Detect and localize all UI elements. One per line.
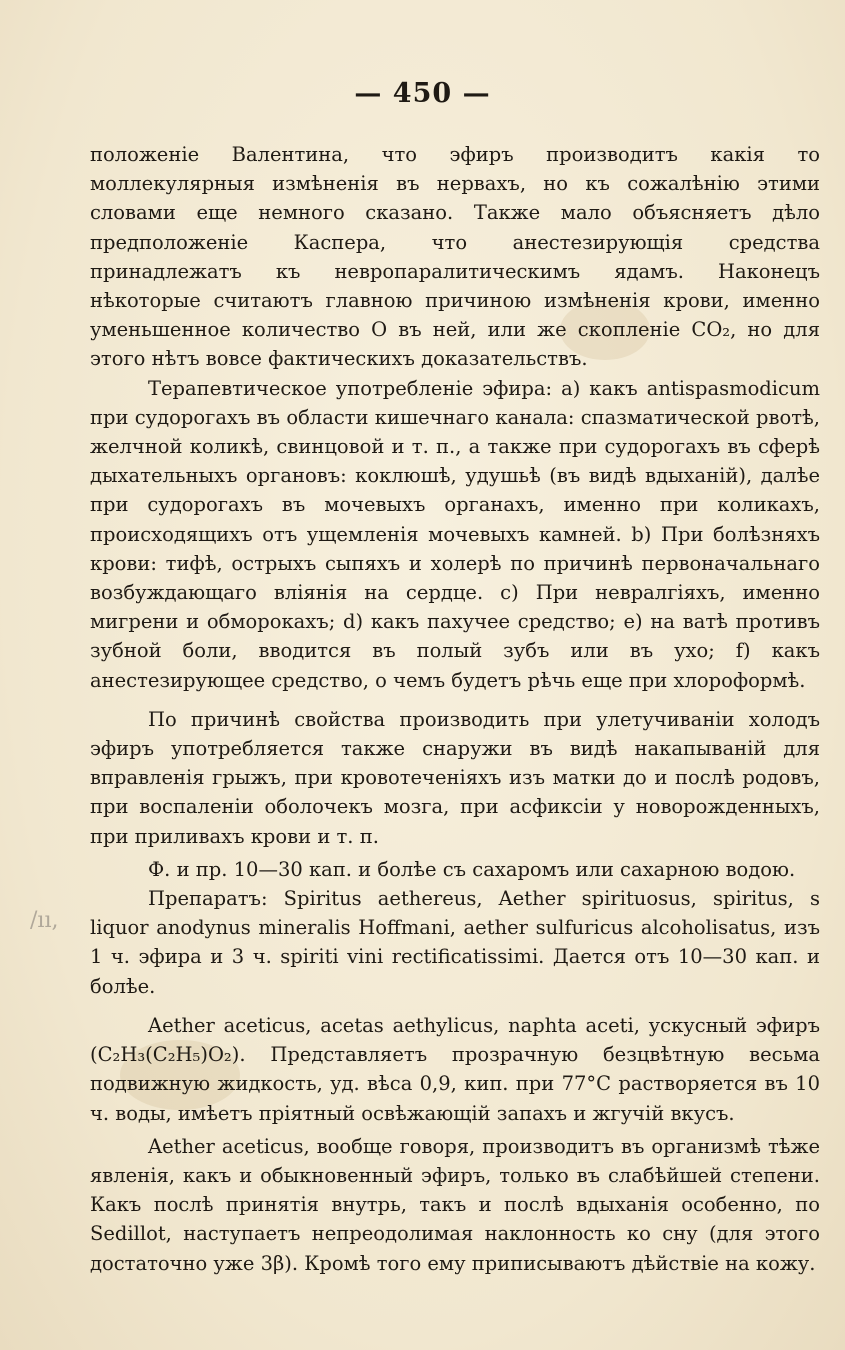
- paragraph-3-external-use: По причинѣ свойства производить при улетучиваніи холодъ эфиръ употребляется также снаружи въ видѣ накапываній для вправленія грыжъ, при кровотеченіяхъ изъ матки до и послѣ родовъ, при воспаленіи оболочекъ мозга, при асфиксіи у новорожденныхъ, при приливахъ крови и т. п.: [90, 707, 820, 848]
- paragraph-7-aether-aceticus-effects: Aether aceticus, вообще говоря, производитъ въ организмѣ тѣже явленія, какъ и обыкновенный эфиръ, только въ слабѣйшей степени. Какъ послѣ принятія внутрь, такъ и послѣ вдыханія особенно, по Sedillot, наступаетъ непреодолимая наклонность ко сну (для этого достаточно уже 3β). Кромѣ того ему приписываютъ дѣйствіе на кожу.: [90, 1134, 820, 1275]
- margin-pencil-note: /ıı,: [30, 908, 59, 933]
- paragraph-5-preparation: Препаратъ: Spiritus aethereus, Aether spirituosus, spiritus, s liquor anodynus mineralis Hoffmani, aether sulfuricus alcoholisatus, изъ 1 ч. эфира и 3 ч. spiriti vini rectificatissimi. Дается отъ 10—30 кап. и болѣе.: [90, 887, 820, 998]
- page-body: [90, 140, 820, 1278]
- paragraph-1: положеніе Валентина, что эфиръ производитъ какія то моллекулярныя измѣненія въ нервахъ, но къ сожалѣнію этими словами еще немного сказано. Также мало объясняетъ дѣло предположеніе Каспера, что анестезирующія средства принадлежатъ къ невропаралитическимъ ядамъ. Наконецъ нѣкоторые считаютъ главною причиною измѣненія крови, именно уменьшенное количество О въ ней, или же скопленіе CO₂, но для этого нѣтъ вовсе фактическихъ доказательствъ.: [90, 143, 820, 371]
- paragraph-4-dosage: Ф. и пр. 10—30 кап. и болѣе съ сахаромъ или сахарною водою.: [148, 857, 796, 881]
- paragraph-6-aether-aceticus: Aether aceticus, acetas aethylicus, naphta aceti, ускусный эфиръ (C₂H₃(C₂H₅)O₂). Представляетъ прозрачную безцвѣтную весьма подвижную жидкость, уд. вѣса 0,9, кип. при 77°C растворяется въ 10 ч. воды, имѣетъ пріятный освѣжающій запахъ и жгучій вкусъ.: [90, 1013, 820, 1125]
- page-number: — 450 —: [354, 78, 491, 109]
- paragraph-2-therapeutic-use: Терапевтическое употребленіе эфира: a) какъ antispasmodicum при судорогахъ въ области кишечнаго канала: спазматической рвотѣ, желчной коликѣ, свинцовой и т. п., а также при судорогахъ въ сферѣ дыхательныхъ органовъ: коклюшѣ, удушьѣ (въ видѣ вдыханій), далѣе при судорогахъ въ мочевыхъ органахъ, именно при коликахъ, происходящихъ отъ ущемленія мочевыхъ камней. b) При болѣзняхъ крови: тифѣ, острыхъ сыпяхъ и холерѣ по причинѣ первоначальнаго возбуждающаго вліянія на сердце. c) При невралгіяхъ, именно мигрени и обморокахъ; d) какъ пахучее средство; e) на ватѣ противъ зубной боли, вводится въ полый зубъ или въ ухо; f) какъ анестезирующее средство, о чемъ будетъ рѣчь еще при хлороформѣ.: [90, 376, 820, 692]
